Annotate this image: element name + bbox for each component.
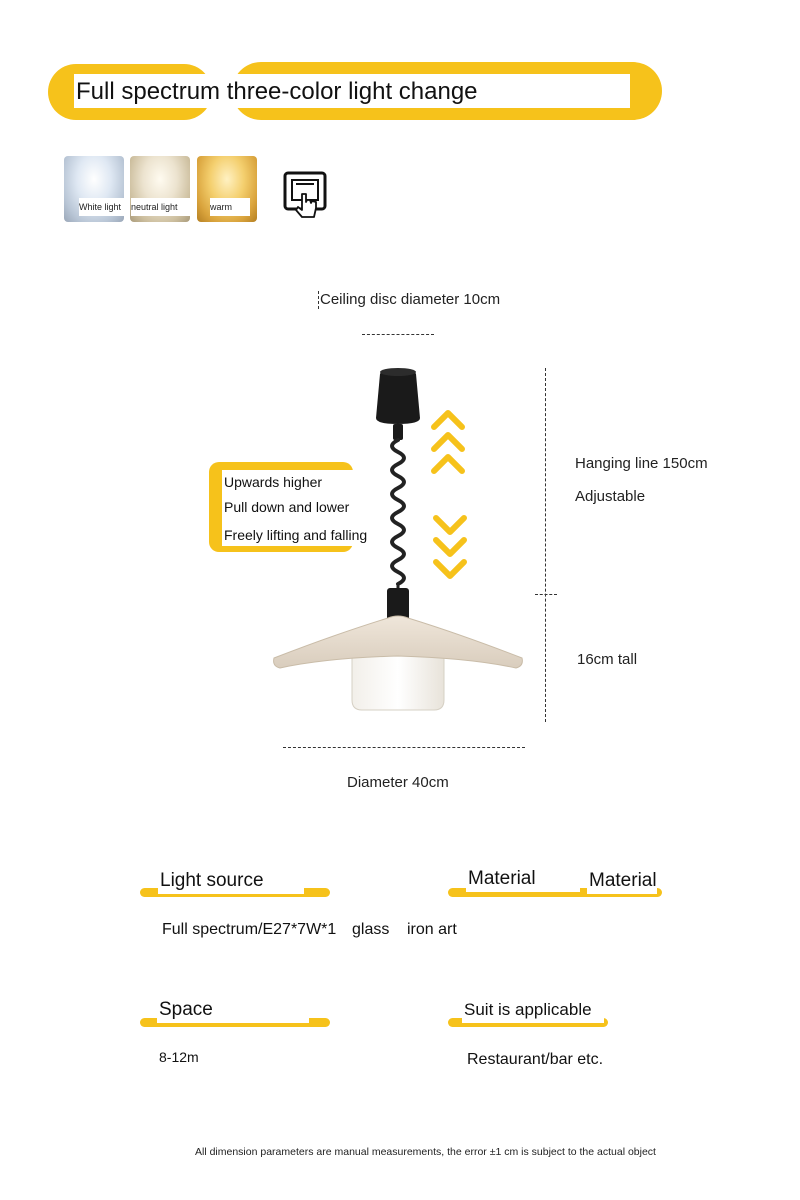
light-source-label: Light source	[158, 868, 304, 894]
space-value: 8-12m	[159, 1049, 199, 1065]
swatch-label-white: White light	[79, 198, 129, 216]
diameter-dimension-line	[283, 747, 525, 748]
material-value-iron: iron art	[407, 921, 457, 938]
material-label-1: Material	[466, 866, 580, 892]
callout-line-1: Upwards higher	[224, 474, 323, 490]
suit-value: Restaurant/bar etc.	[467, 1051, 604, 1068]
material-label-2: Material	[587, 868, 657, 894]
swatch-label-warm: warm	[210, 198, 250, 216]
swatch-label-neutral: neutral light	[131, 198, 191, 216]
ceiling-disc-dimension-line	[362, 334, 434, 335]
ceiling-disc-tick	[318, 291, 319, 309]
material-value-glass: glass	[352, 921, 390, 938]
ceiling-disc-label: Ceiling disc diameter 10cm	[320, 291, 501, 308]
wall-switch-hand-icon	[282, 170, 328, 220]
light-source-value: Full spectrum/E27*7W*1	[162, 921, 337, 938]
adjustable-label: Adjustable	[575, 488, 646, 505]
callout-line-3: Freely lifting and falling	[224, 527, 368, 543]
measurement-footnote: All dimension parameters are manual measurements, the error ±1 cm is subject to the actual object	[195, 1146, 656, 1158]
shade-top-tick	[535, 594, 557, 595]
suit-label: Suit is applicable	[462, 997, 604, 1023]
callout-line-2: Pull down and lower	[224, 499, 350, 515]
height-label: 16cm tall	[577, 651, 638, 668]
banner-title: Full spectrum three-color light change	[74, 74, 630, 108]
space-label: Space	[157, 997, 309, 1023]
hanging-line-dimension-line	[545, 368, 546, 722]
diameter-label: Diameter 40cm	[347, 774, 449, 791]
up-arrows-icon	[430, 405, 466, 479]
hanging-line-label: Hanging line 150cm	[575, 455, 708, 472]
down-arrows-icon	[432, 510, 468, 584]
